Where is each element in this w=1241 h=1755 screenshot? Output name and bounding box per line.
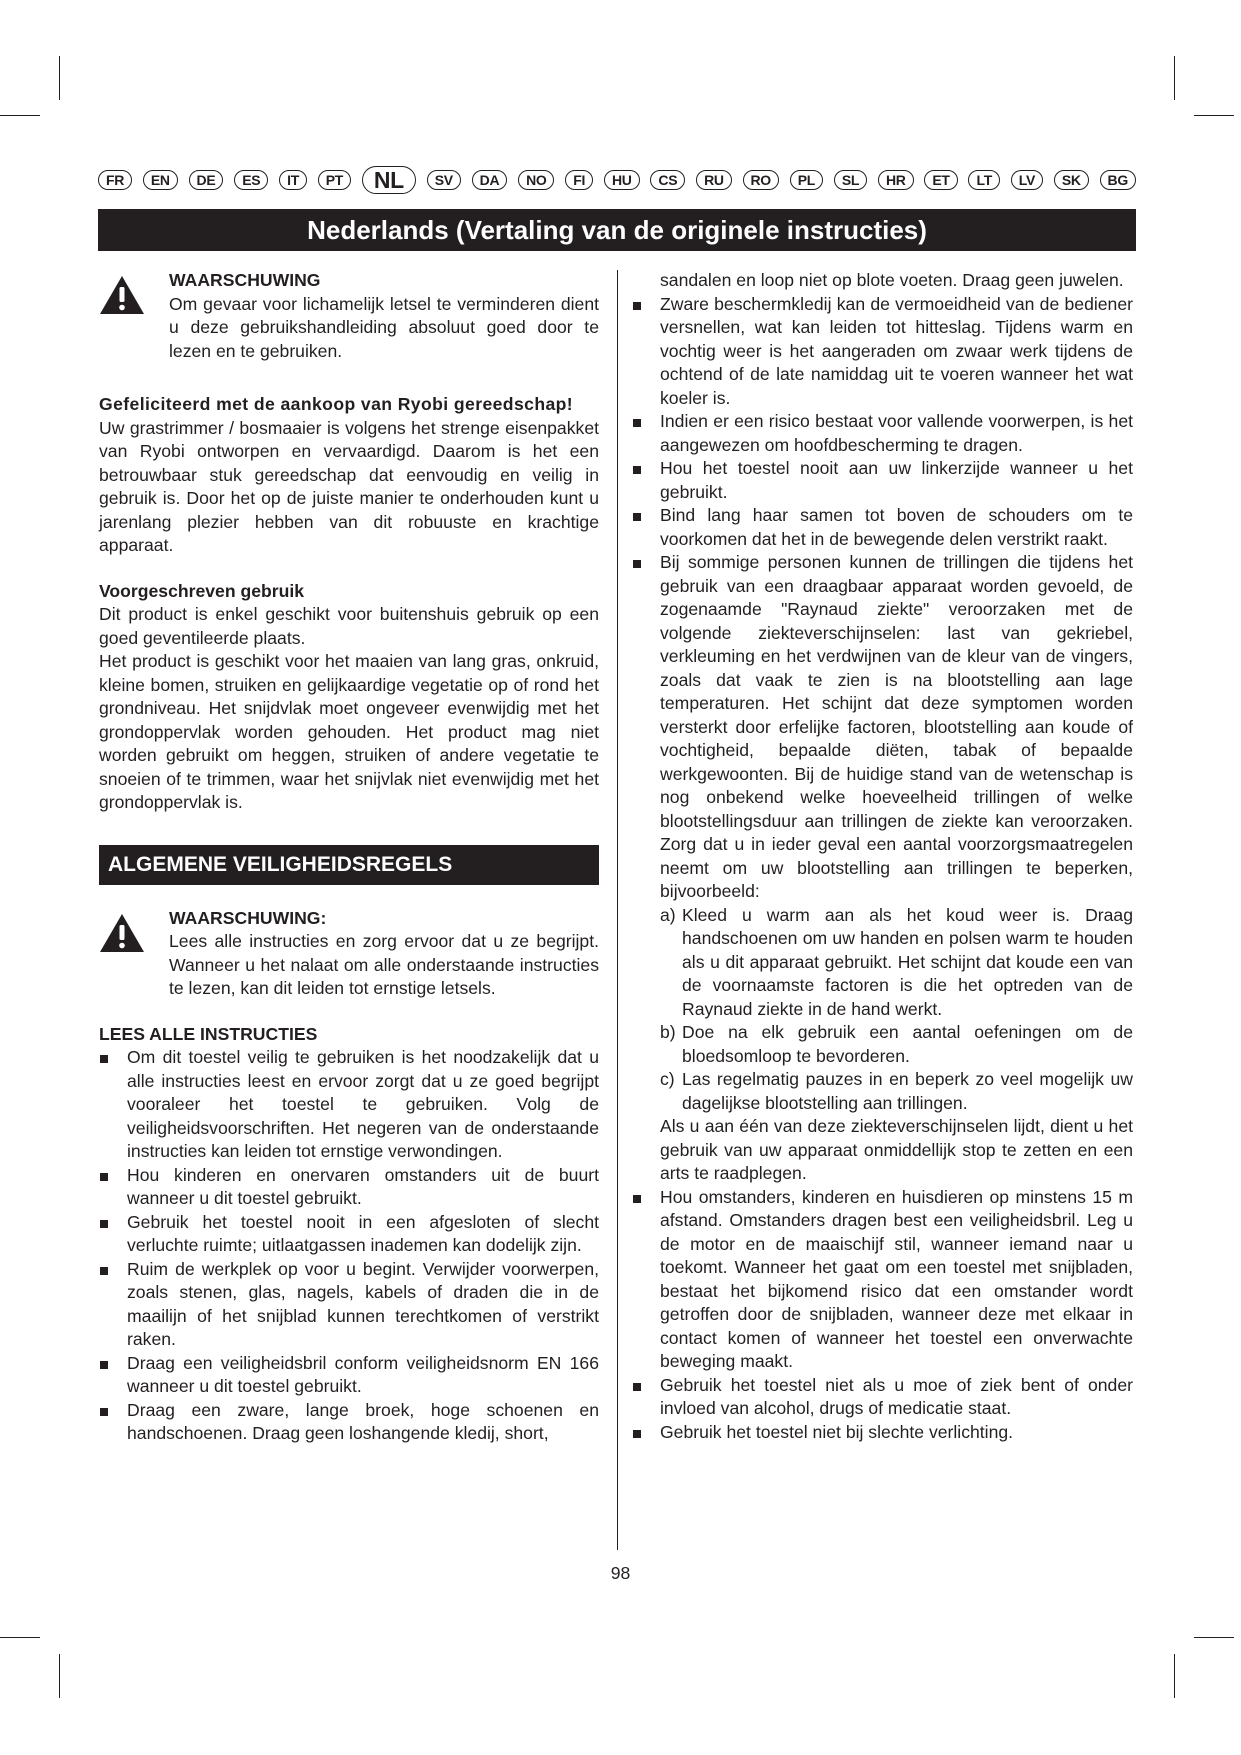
warning-text: Lees alle instructies en zorg ervoor dat u ze begrijpt. Wanneer u het nalaat om alle onderstaande instructies te lezen, kan dit leiden tot ernstige letsels. [169, 931, 599, 998]
language-tab-da[interactable]: DA [472, 170, 508, 190]
column-divider [617, 270, 618, 1550]
list-item: Indien er een risico bestaat voor vallende voorwerpen, is het aangewezen om hoofdbescherming te dragen. [632, 410, 1133, 457]
safety-list [99, 1046, 599, 1446]
language-tab-fr[interactable]: FR [98, 170, 132, 190]
language-tab-lv[interactable]: LV [1011, 170, 1043, 190]
language-tab-fi[interactable]: FI [565, 170, 593, 190]
sub-item-a: a) Kleed u warm aan als het koud weer is. Draag handschoenen om uw handen en polsen warm te houden als u dit apparaat gebruikt. Het schijnt dat koude een van de voornaamste factoren is die het optreden van de Raynaud ziekte in de hand werkt. [660, 904, 1133, 1019]
list-item: Om dit toestel veilig te gebruiken is het noodzakelijk dat u alle instructies leest en ervoor zorgt dat u ze goed begrijpt vooraleer het toestel te gebruiken. Volg de veiligheidsvoorschriften. Het negeren van de onderstaande instructies kan leiden tot ernstige verwondingen. [99, 1046, 599, 1164]
list-item: Draag een zware, lange broek, hoge schoenen en handschoenen. Draag geen loshangende kledij, short, [99, 1399, 599, 1446]
continuation-text: sandalen en loop niet op blote voeten. Draag geen juwelen. [660, 270, 1124, 290]
language-tab-no[interactable]: NO [518, 170, 554, 190]
safety-list [632, 293, 1133, 1445]
crop-mark [0, 1637, 40, 1638]
warning-block [99, 907, 599, 1001]
section-title: ALGEMENE VEILIGHEIDSREGELS [108, 852, 453, 876]
language-tab-cs[interactable]: CS [650, 170, 685, 190]
list-item: Ruim de werkplek op voor u begint. Verwijder voorwerpen, zoals stenen, glas, nagels, kabels of draden die in de maailijn of het snijblad kunnen terechtkomen of verstrikt raken. [99, 1258, 599, 1352]
list-item: Bij sommige personen kunnen de trillingen die tijdens het gebruik van een draagbaar apparaat worden gevoeld, de zogenaamde "Raynaud ziekte" veroorzaken met de volgende ziekteverschijnselen: last van gekriebel, verkleuming en het verdwijnen van de kleur van de vingers, zoals dat vaak te zien is na blootstelling aan lage temperaturen. Het schijnt dat deze symptomen worden versterkt door erfelijke factoren, blootstelling aan koude of vochtigheid, bepaalde diëten, tabak of bepaalde werkgewoonten. Bij de huidige stand van de wetenschap is nog onbekend welke hoeveelheid trillingen of welke blootstellingsduur aan trillingen de ziekte kan veroorzaken. Zorg dat u in ieder geval een aantal voorzorgsmaatregelen neemt om uw blootstelling aan trillingen te beperken, bijvoorbeeld: a) Kleed u warm aan als het koud weer is. Draag handschoenen om uw handen en polsen warm te houden als u dit apparaat gebruikt. Het schijnt dat koude een van de voornaamste factoren is die het optreden van de Raynaud ziekte in de hand werkt. b) Doe na elk gebruik een aantal oefeningen om de bloedsomloop te bevorderen. c) Las regelmatig pauzes in en beperk zo veel mogelijk uw dagelijkse blootstelling aan trillingen. Als u aan één van deze ziekteverschijnselen lijdt, dient u het gebruik van uw apparaat onmiddellijk stop te zetten en een arts te raadplegen. [632, 551, 1133, 1186]
sub-item-b: b) Doe na elk gebruik een aantal oefeningen om de bloedsomloop te bevorderen. [660, 1022, 1133, 1066]
intended-use-text: Het product is geschikt voor het maaien van lang gras, onkruid, kleine bomen, struiken en gelijkaardige vegetatie op of rond het grondniveau. Het snijdvlak moet ongeveer evenwijdig met het grondoppervlak worden gehouden. Het product mag niet worden gebruikt om heggen, struiken of andere vegetatie te snoeien of te trimmen, waar het snijvlak niet evenwijdig met het grondoppervlak is. [99, 651, 599, 812]
right-column [660, 269, 1133, 1444]
crop-mark [59, 1654, 60, 1698]
congrats-heading: Gefeliciteerd met de aankoop van Ryobi gereedschap! [99, 394, 574, 414]
list-item: Gebruik het toestel niet als u moe of ziek bent of onder invloed van alcohol, drugs of medicatie staat. [632, 1374, 1133, 1421]
language-tab-pt[interactable]: PT [318, 170, 351, 190]
section-title-bar [99, 845, 599, 885]
language-tab-hu[interactable]: HU [604, 170, 640, 190]
language-tab-bg[interactable]: BG [1100, 170, 1136, 190]
list-item: Hou het toestel nooit aan uw linkerzijde wanneer u het gebruikt. [632, 457, 1133, 504]
language-tabs [98, 167, 1136, 193]
list-item: Gebruik het toestel niet bij slechte verlichting. [632, 1421, 1133, 1445]
language-tab-pl[interactable]: PL [790, 170, 823, 190]
crop-mark [59, 56, 60, 100]
warning-heading: WAARSCHUWING: [169, 907, 327, 928]
page-title: Nederlands (Vertaling van de originele instructies) [307, 214, 927, 245]
list-item: Draag een veiligheidsbril conform veiligheidsnorm EN 166 wanneer u dit toestel gebruikt. [99, 1352, 599, 1399]
language-tab-sl[interactable]: SL [834, 170, 867, 190]
intended-use-text: Dit product is enkel geschikt voor buitenshuis gebruik op een goed geventileerde plaats. [99, 604, 599, 648]
warning-triangle-icon [99, 269, 169, 363]
warning-block [99, 269, 599, 363]
list-item: Gebruik het toestel nooit in een afgesloten of slecht verluchte ruimte; uitlaatgassen inademen kan dodelijk zijn. [99, 1211, 599, 1258]
crop-mark [0, 115, 40, 116]
congrats-text: Uw grastrimmer / bosmaaier is volgens het strenge eisenpakket van Ryobi ontworpen en vervaardigd. Daarom is het een betrouwbaar stuk gereedschap dat eenvoudig en veilig in gebruik is. Door het op de juiste manier te onderhouden kunt u jarenlang plezier hebben van dit robuuste en krachtige apparaat. [99, 417, 599, 555]
crop-mark [1194, 115, 1234, 116]
language-tab-ru[interactable]: RU [696, 170, 732, 190]
language-tab-es[interactable]: ES [234, 170, 268, 190]
language-tab-et[interactable]: ET [924, 170, 957, 190]
crop-mark [1174, 1654, 1175, 1698]
warning-text: Om gevaar voor lichamelijk letsel te verminderen dient u deze gebruikshandleiding absoluut goed door te lezen en te gebruiken. [169, 293, 599, 361]
warning-heading: WAARSCHUWING [169, 270, 321, 290]
list-item: Bind lang haar samen tot boven de schouders om te voorkomen dat het in de bewegende delen verstrikt raakt. [632, 504, 1133, 551]
language-tab-it[interactable]: IT [279, 170, 307, 190]
language-tab-en[interactable]: EN [143, 170, 178, 190]
intended-use-heading: Voorgeschreven gebruik [99, 580, 304, 601]
left-column [99, 269, 599, 1446]
language-tab-hr[interactable]: HR [878, 170, 914, 190]
language-tab-de[interactable]: DE [189, 170, 224, 190]
language-tab-ro[interactable]: RO [743, 170, 779, 190]
crop-mark [1174, 56, 1175, 100]
page-title-bar [98, 209, 1136, 251]
language-tab-lt[interactable]: LT [968, 170, 999, 190]
list-item: Hou omstanders, kinderen en huisdieren op minstens 15 m afstand. Omstanders dragen best een veiligheidsbril. Leg u de motor en de maaischijf stil, wanneer iemand naar u toekomt. Wanneer het gaat om een toestel met snijbladen, bestaat het bijkomend risico dat een omstander wordt getroffen door de snijbladen, wanneer deze met elkaar in contact komen of wanneer het toestel een onverwachte beweging maakt. [632, 1186, 1133, 1374]
page-number: 98 [610, 1563, 631, 1583]
language-tab-sk[interactable]: SK [1054, 170, 1089, 190]
warning-triangle-icon [99, 907, 169, 1001]
read-all-heading: LEES ALLE INSTRUCTIES [99, 1023, 318, 1044]
language-tab-sv[interactable]: SV [427, 170, 461, 190]
crop-mark [1194, 1637, 1234, 1638]
language-tab-nl[interactable]: NL [362, 166, 416, 194]
sub-item-c: c) Las regelmatig pauzes in en beperk zo veel mogelijk uw dagelijkse blootstelling aan trillingen. [660, 1069, 1133, 1113]
list-item: Zware beschermkledij kan de vermoeidheid van de bediener versnellen, wat kan leiden tot hitteslag. Tijdens warm en vochtig weer is het aangeraden om zwaar werk tijdens de ochtend of de late namiddag uit te voeren wanneer het wat koeler is. [632, 293, 1133, 411]
list-item: Hou kinderen en onervaren omstanders uit de buurt wanneer u dit toestel gebruikt. [99, 1164, 599, 1211]
